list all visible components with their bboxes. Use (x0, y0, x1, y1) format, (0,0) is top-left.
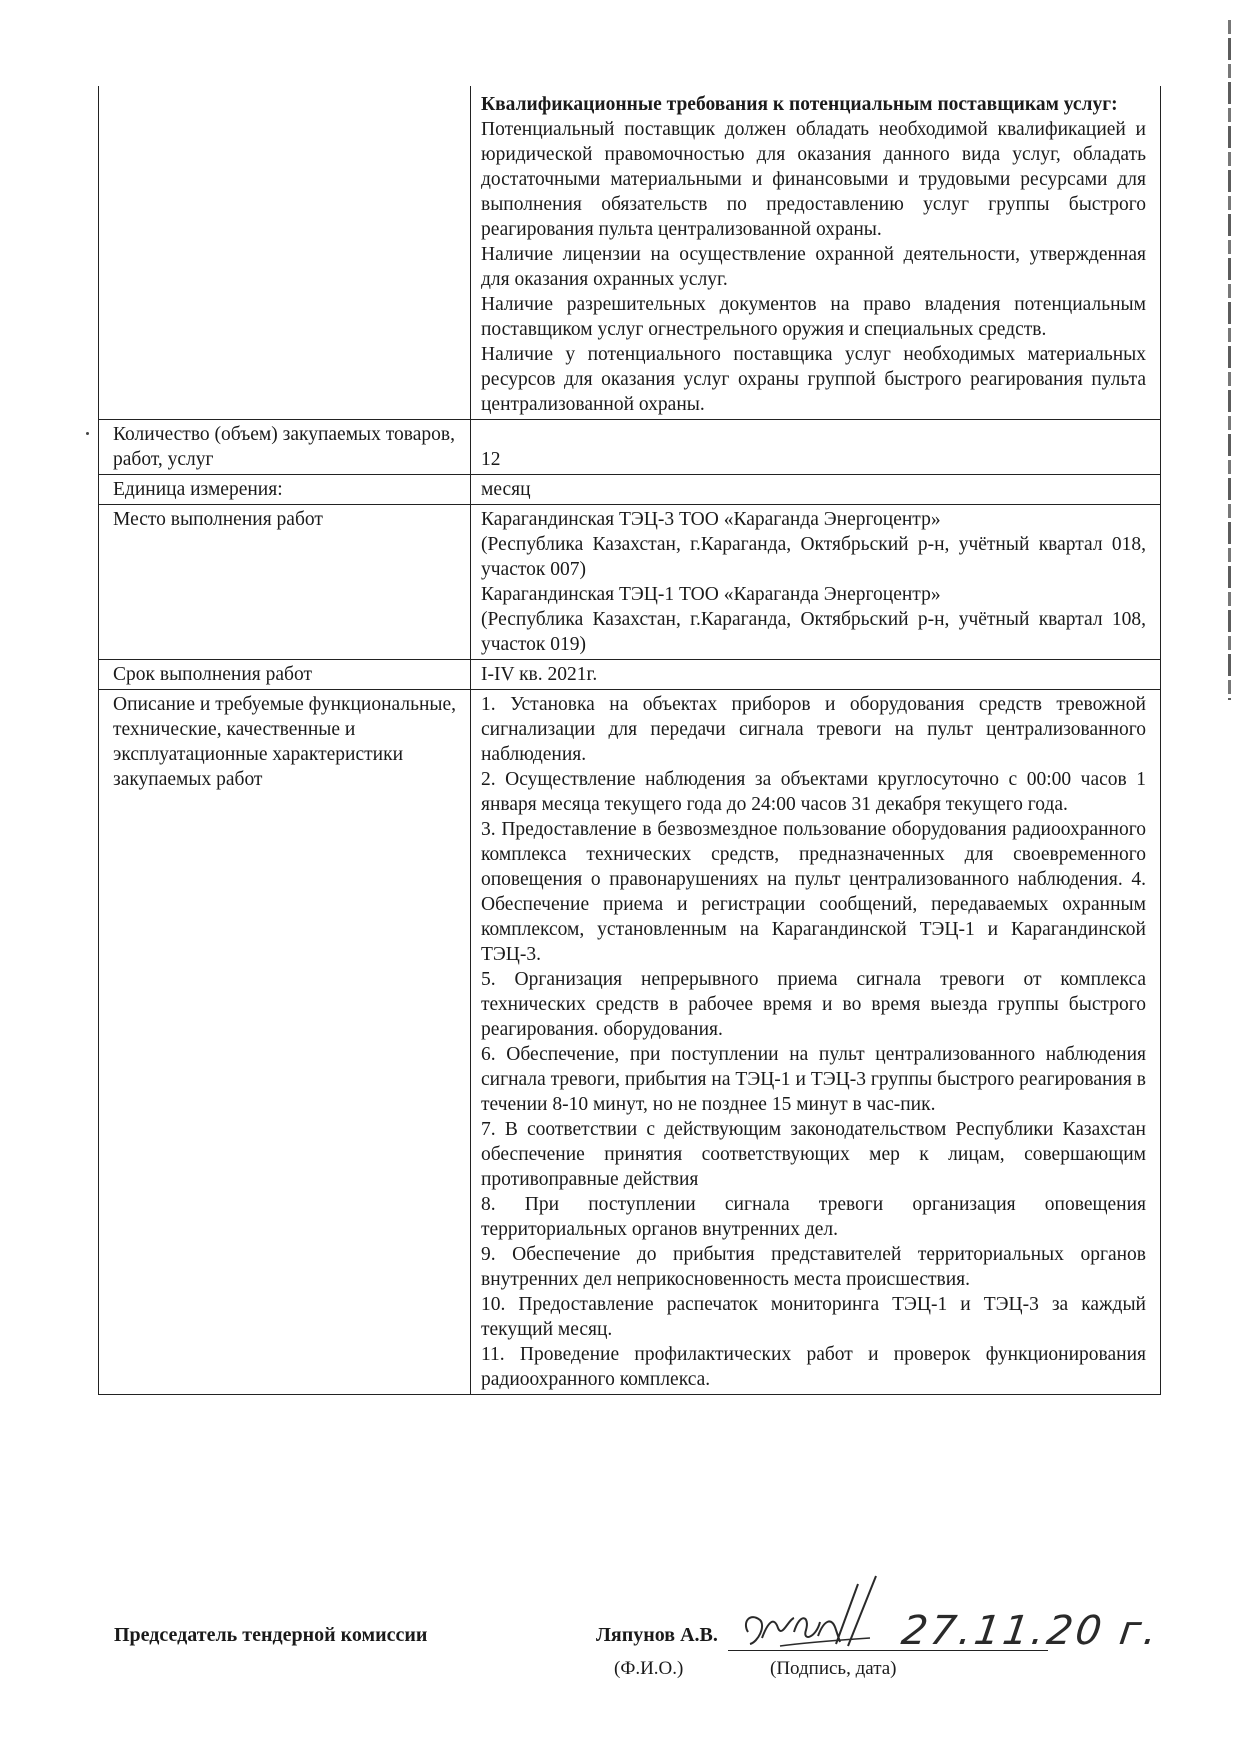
requirements-table (98, 86, 1161, 1395)
signature-caption: (Подпись, дата) (770, 1658, 897, 1679)
description-value (471, 690, 1161, 1395)
description-item: 6. Обеспечение, при поступлении на пульт централизованного наблюдения сигнала тревоги, прибытия на ТЭЦ-1 и ТЭЦ-3 группы быстрого реагирования в течении 8-10 минут, но не позднее 15 минут в час-пик. (481, 1044, 1146, 1115)
description-item: 1. Установка на объектах приборов и оборудования средств тревожной сигнализации для передачи сигнала тревоги на пульт централизованного наблюдения. (481, 694, 1146, 765)
location-line: Карагандинская ТЭЦ-3 ТОО «Караганда Энергоцентр» (481, 509, 941, 530)
table-row-qualification (99, 86, 1161, 420)
handwritten-signature (740, 1572, 910, 1672)
handwritten-date: 27.11.20 г. (898, 1608, 1163, 1654)
description-item: 3. Предоставление в безвозмездное пользование оборудования радиоохранного комплекса технических средств, предназначенных для своевременного оповещения о правонарушениях на пульт централизованного наблюдения. 4. Обеспечение приема и регистрации сообщений, передаваемых охранным комплексом, установленным на Карагандинской ТЭЦ-1 и Карагандинской ТЭЦ-3. (481, 819, 1146, 965)
description-item: 7. В соответствии с действующим законодательством Республики Казахстан обеспечение принятия соответствующих мер к лицам, совершающим противоправные действия (481, 1119, 1146, 1190)
table-row-unit (99, 475, 1161, 505)
description-item: 2. Осуществление наблюдения за объектами круглосуточно с 00:00 часов 1 января месяца текущего года до 24:00 часов 31 декабря текущего года. (481, 769, 1146, 815)
table-row-description (99, 690, 1161, 1395)
qualification-paragraph: Наличие у потенциального поставщика услуг необходимых материальных ресурсов для оказания услуг охраны группой быстрого реагирования пульта централизованной охраны. (481, 344, 1146, 415)
table-row-term (99, 660, 1161, 690)
description-item: 11. Проведение профилактических работ и проверок функционирования радиоохранного комплекса. (481, 1344, 1146, 1390)
row-label: Количество (объем) закупаемых товаров, работ, услуг (99, 420, 471, 475)
table-row-location (99, 505, 1161, 660)
qualification-paragraph: Наличие лицензии на осуществление охранной деятельности, утвержденная для оказания охранных услуг. (481, 244, 1146, 290)
qualification-cell (471, 86, 1161, 420)
unit-value: месяц (471, 475, 1161, 505)
location-line: (Республика Казахстан, г.Караганда, Октябрьский р-н, учётный квартал 018, участок 007) (481, 534, 1146, 580)
fio-caption: (Ф.И.О.) (614, 1658, 684, 1679)
term-value: I-IV кв. 2021г. (471, 660, 1161, 690)
row-label: Описание и требуемые функциональные, технические, качественные и эксплуатационные характеристики закупаемых работ (99, 690, 471, 1395)
scan-edge-artifact (1228, 20, 1231, 700)
chair-title: Председатель тендерной комиссии (114, 1624, 428, 1646)
qualification-heading: Квалификационные требования к потенциальным поставщикам услуг: (481, 94, 1118, 115)
location-line: (Республика Казахстан, г.Караганда, Октябрьский р-н, учётный квартал 108, участок 019) (481, 609, 1146, 655)
location-value (471, 505, 1161, 660)
qualification-label-cell (99, 86, 471, 420)
description-item: 10. Предоставление распечаток мониторинга ТЭЦ-1 и ТЭЦ-3 за каждый текущий месяц. (481, 1294, 1146, 1340)
signature-block (0, 1608, 1240, 1702)
location-line: Карагандинская ТЭЦ-1 ТОО «Караганда Энергоцентр» (481, 584, 941, 605)
row-label: Срок выполнения работ (99, 660, 471, 690)
scan-speck (86, 432, 89, 435)
quantity-value-text: 12 (481, 449, 501, 470)
table-row-quantity (99, 420, 1161, 475)
qualification-paragraph: Наличие разрешительных документов на право владения потенциальным поставщиком услуг огнестрельного оружия и специальных средств. (481, 294, 1146, 340)
row-label: Место выполнения работ (99, 505, 471, 660)
description-item: 8. При поступлении сигнала тревоги организация оповещения территориальных органов внутренних дел. (481, 1194, 1146, 1240)
description-item: 9. Обеспечение до прибытия представителей территориальных органов внутренних дел неприкосновенность места происшествия. (481, 1244, 1146, 1290)
chair-name: Ляпунов А.В. (596, 1624, 718, 1646)
description-item: 5. Организация непрерывного приема сигнала тревоги от комплекса технических средств в рабочее время и во время выезда группы быстрого реагирования. оборудования. (481, 969, 1146, 1040)
qualification-paragraph: Потенциальный поставщик должен обладать необходимой квалификацией и юридической правомочностью для оказания данного вида услуг, обладать достаточными материальными и финансовыми и трудовыми ресурсами для выполнения обязательств по предоставлению услуг группы быстрого реагирования пульта централизованной охраны. (481, 119, 1146, 240)
quantity-value (471, 420, 1161, 475)
row-label: Единица измерения: (99, 475, 471, 505)
